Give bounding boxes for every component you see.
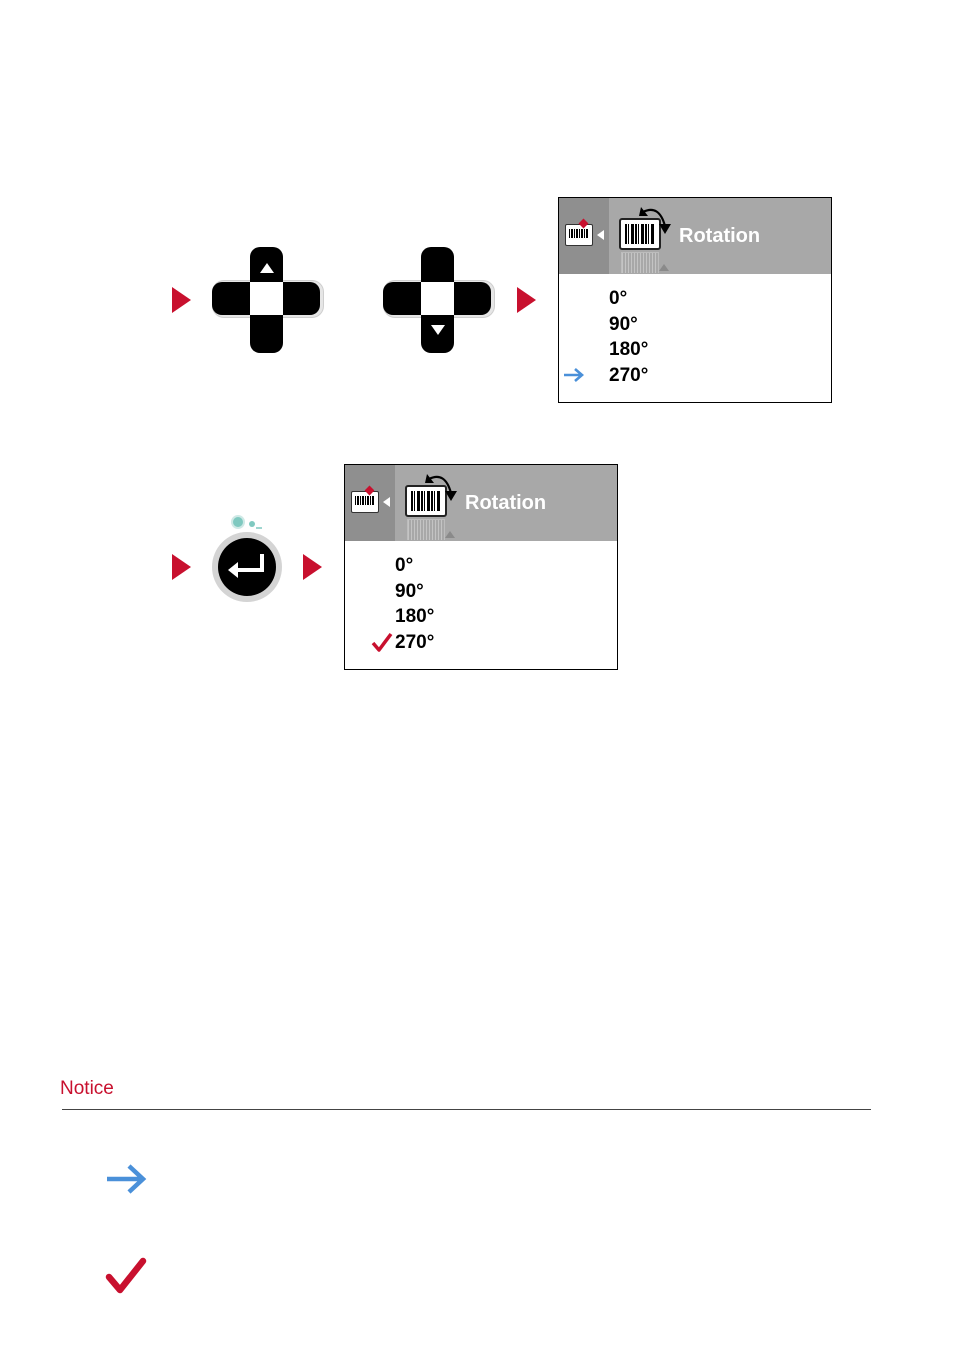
notice-divider [62,1109,871,1110]
rotate-arrow-icon [639,204,673,240]
lcd-title: Rotation [465,492,547,514]
step-pointer-4 [303,554,322,580]
rotate-arrow-icon [425,471,459,507]
option-180[interactable]: 180° [609,339,649,360]
checkmark-icon [105,1257,147,1295]
step-pointer-2 [517,287,536,313]
checkmark-icon [371,631,393,653]
dpad-up-key[interactable] [212,247,324,353]
step-pointer-3 [172,554,191,580]
lcd-panel-select [558,197,832,403]
notice-heading: Notice [60,1078,114,1099]
up-triangle-icon [659,264,669,271]
ghost-label-icon [407,519,445,540]
label-icon [565,224,593,246]
dpad-down-key[interactable] [383,247,495,353]
enter-key[interactable] [212,532,282,602]
up-triangle-icon [445,531,455,538]
label-icon [351,491,379,513]
dpad-up-icon [260,263,274,273]
ghost-label-icon [621,252,659,273]
arrow-right-icon [105,1162,147,1196]
step-pointer-1 [172,287,191,313]
lcd-title: Rotation [679,225,761,247]
dpad-down-icon [431,325,445,335]
option-270[interactable]: 270° [609,365,649,386]
back-triangle-icon [383,497,390,507]
enter-icon [226,552,268,582]
option-0[interactable]: 0° [609,288,628,309]
option-90[interactable]: 90° [609,314,638,335]
back-triangle-icon [597,230,604,240]
option-180[interactable]: 180° [395,606,435,627]
lcd-panel-confirm [344,464,618,670]
option-90[interactable]: 90° [395,581,424,602]
arrow-right-icon [563,367,585,383]
option-270[interactable]: 270° [395,632,435,653]
press-indicator-icon [230,514,264,532]
option-0[interactable]: 0° [395,555,414,576]
